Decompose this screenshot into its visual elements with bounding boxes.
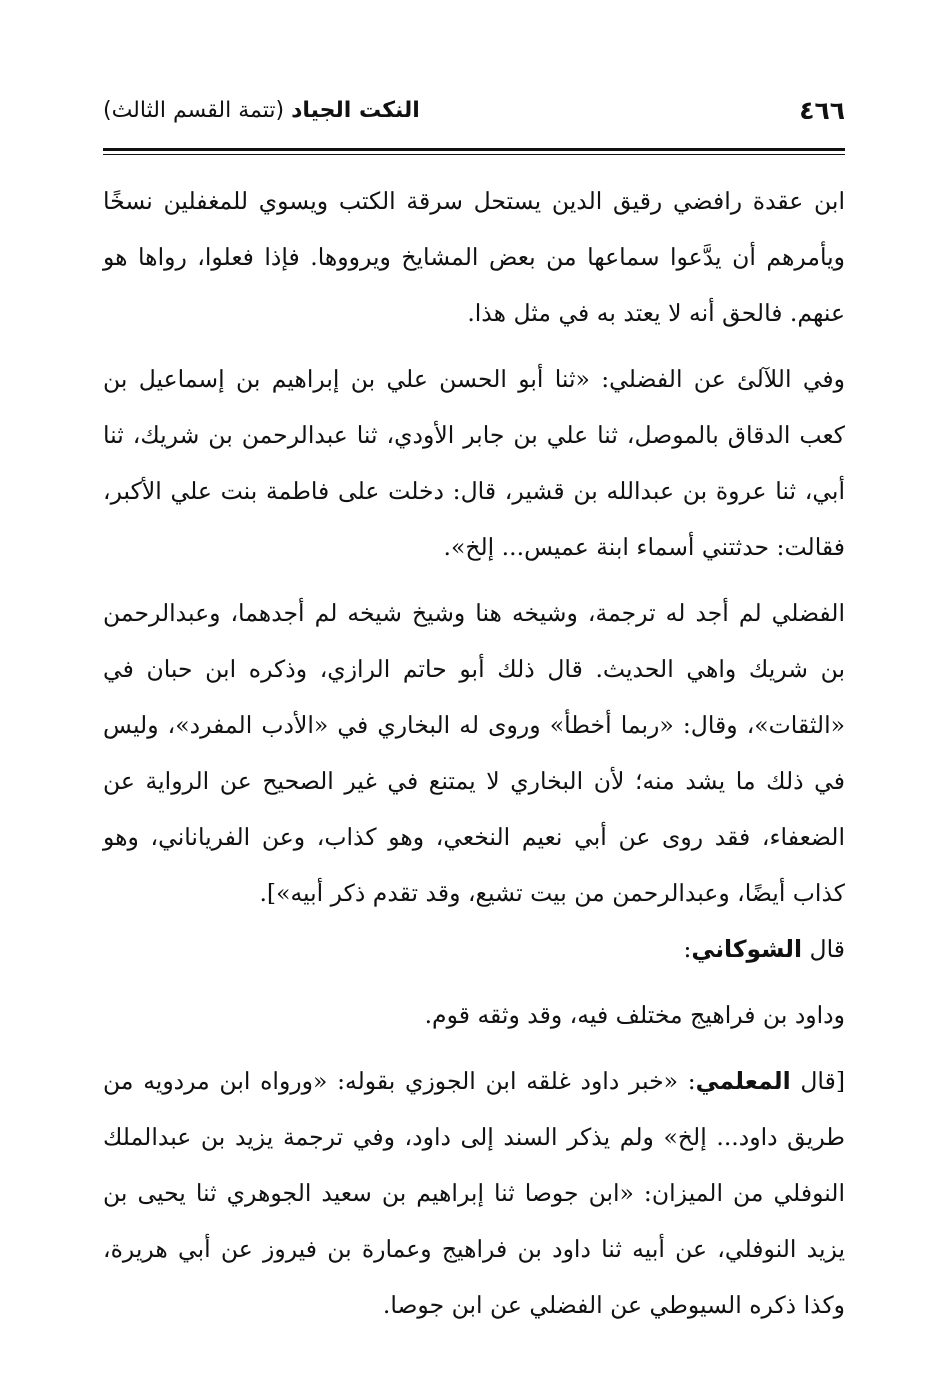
paragraph-6 — [103, 1053, 845, 1333]
paragraph-2: وفي اللآلئ عن الفضلي: «ثنا أبو الحسن علي بن إبراهيم بن إسماعيل بن كعب الدقاق بالموصل، ثنا علي بن جابر الأودي، ثنا عبدالرحمن بن شريك، ثنا أبي، ثنا عروة بن عبدالله بن قشير، قال: دخلت على فاطمة بنت علي الأكبر، فقالت: حدثتني أسماء ابنة عميس... إلخ». — [103, 365, 845, 561]
paragraph-3: الفضلي لم أجد له ترجمة، وشيخه هنا وشيخ شيخه لم أجدهما، وعبدالرحمن بن شريك واهي الحديث. قال ذلك أبو حاتم الرازي، وذكره ابن حبان في «الثقات»، وقال: «ربما أخطأ» وروى له البخاري في «الأدب المفرد»، وليس في ذلك ما يشد منه؛ لأن البخاري لا يمتنع في غير الصحيح عن الرواية عن الضعفاء، فقد روى عن أبي نعيم النخعي، وهو كذاب، وعن الفرياناني، وهو كذاب أيضًا، وعبدالرحمن من بيت تشيع، وقد تقدم ذكر أبيه»]. — [103, 599, 845, 907]
paragraph-4 — [103, 921, 845, 977]
page-number: ٤٦٦ — [799, 96, 845, 125]
speaker-name-muallimi: المعلمي — [695, 1067, 791, 1095]
speaker-colon: : — [683, 935, 692, 963]
paragraph-6-text: : «خبر داود غلقه ابن الجوزي بقوله: «ورواه ابن مردويه من طريق داود... إلخ» ولم يذكر السند إلى داود، وفي ترجمة يزيد بن عبدالملك النوفلي من الميزان: «ابن جوصا ثنا إبراهيم بن سعيد الجوهري ثنا يحيى بن يزيد النوفلي، عن أبيه ثنا داود بن فراهيج وعمارة بن فيروز عن أبي هريرة، وكذا ذكره السيوطي عن الفضلي عن ابن جوصا. — [103, 1067, 845, 1319]
book-title-main: النكت الجياد — [291, 98, 420, 123]
paragraph-1: ابن عقدة رافضي رقيق الدين يستحل سرقة الكتب ويسوي للمغفلين نسخًا ويأمرهم أن يدَّعوا سماعها من بعض المشايخ ويرووها. فإذا فعلوا، رواها هو عنهم. فالحق أنه لا يعتد به في مثل هذا. — [103, 187, 845, 327]
book-title-subtitle: (تتمة القسم الثالث) — [103, 98, 285, 123]
speaker-name-shawkani: الشوكاني — [691, 935, 803, 963]
header-rule-thin — [103, 154, 845, 155]
book-page — [103, 88, 845, 1333]
speaker-prefix: قال — [802, 935, 845, 963]
bracket-prefix: [قال — [790, 1067, 845, 1095]
body-text — [103, 173, 845, 1333]
running-header — [103, 88, 845, 144]
header-rule-thick — [103, 148, 845, 151]
book-title — [103, 98, 420, 123]
paragraph-5: وداود بن فراهيج مختلف فيه، وقد وثقه قوم. — [424, 1001, 845, 1029]
